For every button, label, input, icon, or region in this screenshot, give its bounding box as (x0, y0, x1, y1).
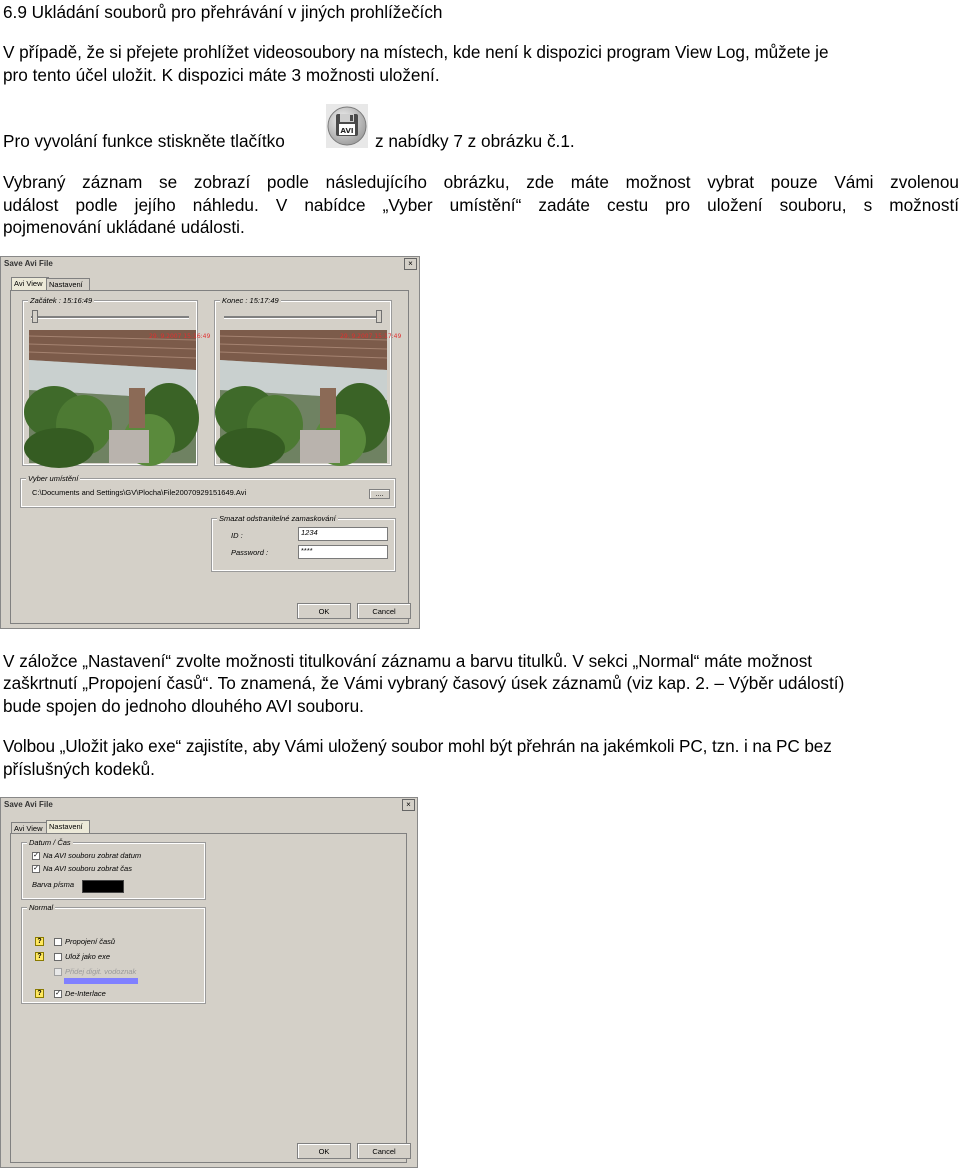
tab-avi-view[interactable]: Avi View (11, 277, 49, 290)
end-time-label: Konec : 15:17:49 (222, 296, 279, 305)
watermark-bar (64, 978, 138, 984)
start-slider-thumb[interactable] (32, 310, 38, 323)
show-date-checkbox[interactable]: ✓ (33, 852, 39, 859)
floppy-disk-avi-icon (326, 104, 368, 148)
dialog-title: Save Avi File (1, 798, 417, 811)
help-icon[interactable]: ? (35, 989, 44, 998)
tab-settings[interactable]: Nastavení (46, 278, 90, 291)
save-exe-checkbox[interactable] (54, 953, 62, 961)
watermark-label: Přidej digit. vodoznak (65, 967, 137, 976)
ok-button[interactable]: OK (297, 603, 351, 619)
para2-line-1: Vybraný záznam se zobrazí podle následujícího obrázku, zde máte možnost vybrat pouze Vámi zvolenou (3, 172, 959, 192)
end-slider-thumb[interactable] (376, 310, 382, 323)
deinterlace-checkbox[interactable]: ✓ (55, 990, 61, 997)
start-preview-image (29, 330, 211, 463)
avi-icon-text: AVI (340, 127, 354, 135)
password-label: Password : (231, 548, 269, 557)
join-times-label: Propojení časů (65, 937, 116, 946)
save-avi-dialog-settings (0, 797, 418, 1168)
font-color-swatch[interactable] (82, 880, 124, 893)
id-input[interactable]: 1234 (298, 527, 388, 541)
start-time-label: Začátek : 15:16:49 (30, 296, 93, 305)
save-path-text: C:\Documents and Settings\GV\Plocha\File20070929151649.Avi (32, 488, 247, 497)
end-preview-image (220, 330, 402, 463)
cancel-button[interactable]: Cancel (357, 1143, 411, 1159)
start-timestamp: 29. 9.2007 15:16:49 (149, 333, 211, 340)
show-time-label: Na AVI souboru zobrat čas (43, 864, 132, 873)
datetime-group-label: Datum / Čas (29, 838, 71, 847)
normal-group-label: Normal (29, 903, 54, 912)
cancel-button[interactable]: Cancel (357, 603, 411, 619)
para3-line-3: bude spojen do jednoho dlouhého AVI souboru. (3, 696, 364, 716)
para4-line-1: Volbou „Uložit jako exe“ zajistíte, aby Vámi uložený soubor mohl být přehrán na jakémkoli PC, tzn. i na PC bez (3, 736, 832, 756)
para3-line-1: V záložce „Nastavení“ zvolte možnosti titulkování záznamu a barvu titulků. V sekci „Normal“ máte možnost (3, 651, 813, 671)
section-heading: 6.9 Ukládání souborů pro přehrávání v jiných prohlížečích (3, 2, 443, 22)
para3-line-2: zaškrtnutí „Propojení časů“. To znamená, že Vámi vybraný časový úsek záznamů (viz kap. 2. – Výběr událostí) (3, 673, 845, 693)
mask-group-label: Smazat odstranitelné zamaskování (219, 514, 336, 523)
save-avi-dialog-view (0, 256, 420, 629)
dialog-title: Save Avi File (1, 257, 419, 270)
intro-line-1: V případě, že si přejete prohlížet videosoubory na místech, kde není k dispozici program View Log, můžete je (3, 42, 829, 62)
close-icon[interactable]: × (404, 258, 417, 270)
browse-button[interactable]: .... (369, 489, 390, 499)
end-slider-track (224, 316, 382, 319)
close-icon[interactable]: × (402, 799, 415, 811)
function-line-after: z nabídky 7 z obrázku č.1. (375, 131, 575, 151)
ok-button[interactable]: OK (297, 1143, 351, 1159)
tab-avi-view[interactable]: Avi View (11, 822, 49, 835)
id-label: ID : (231, 531, 243, 540)
password-input[interactable]: **** (298, 545, 388, 559)
save-exe-label: Ulož jako exe (65, 952, 111, 961)
para2-line-3: pojmenování ukládané události. (3, 217, 245, 237)
help-icon[interactable]: ? (35, 952, 44, 961)
tab-settings[interactable]: Nastavení (46, 820, 90, 833)
function-line-before: Pro vyvolání funkce stiskněte tlačítko (3, 131, 285, 151)
join-times-checkbox[interactable] (54, 938, 62, 946)
intro-line-2: pro tento účel uložit. K dispozici máte 3 možnosti uložení. (3, 65, 440, 85)
para4-line-2: příslušných kodeků. (3, 759, 155, 779)
location-group-label: Vyber umístění (28, 474, 79, 483)
watermark-checkbox (54, 968, 62, 976)
end-timestamp: 29. 9.2007 15:17:49 (340, 333, 402, 340)
deinterlace-label: De-Interlace (65, 989, 106, 998)
help-icon[interactable]: ? (35, 937, 44, 946)
font-color-label: Barva písma (32, 880, 75, 889)
normal-group (22, 903, 205, 1003)
show-time-checkbox[interactable]: ✓ (33, 865, 39, 872)
para2-line-2: událost podle jejího náhledu. V nabídce „Vyber umístění“ zadáte cestu pro uložení souboru, s možností (3, 194, 959, 215)
show-date-label: Na AVI souboru zobrat datum (43, 851, 142, 860)
start-slider-track (31, 316, 189, 319)
